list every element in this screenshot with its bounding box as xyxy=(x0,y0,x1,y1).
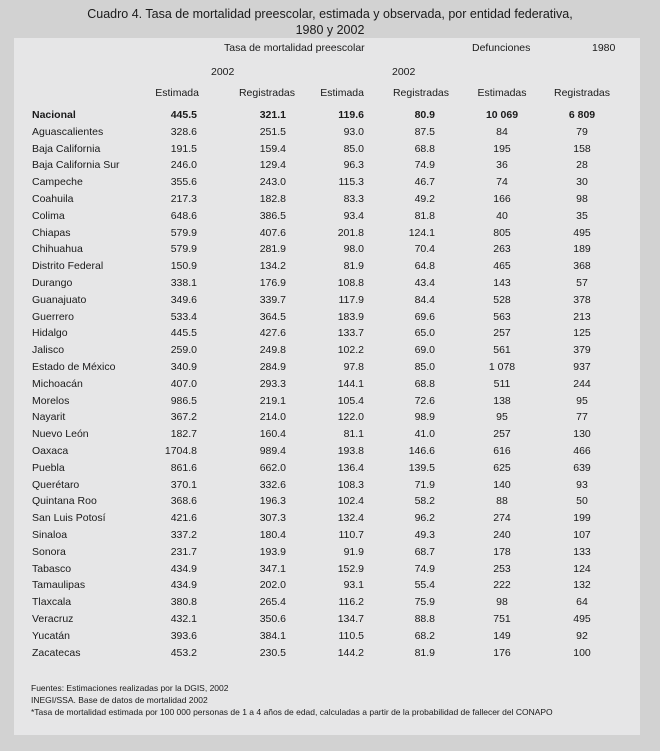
table-row xyxy=(14,546,640,562)
table-row xyxy=(14,529,640,545)
cell-value: 119.6 xyxy=(338,109,364,121)
cell-value: 466 xyxy=(573,445,591,457)
cell-value: 579.9 xyxy=(170,243,197,256)
cell-value: 176.9 xyxy=(259,277,286,289)
cell-value: 49.3 xyxy=(414,529,435,541)
cell-value: 124.1 xyxy=(408,226,435,239)
col-header-registradas-2: Registradas xyxy=(392,87,449,99)
cell-value: 69.6 xyxy=(414,310,435,323)
cell-value: 87.5 xyxy=(414,125,435,138)
cell-value: 81.8 xyxy=(414,209,435,222)
col-header-registradas-3: Registradas xyxy=(553,87,611,99)
header-defunciones-group: Defunciones xyxy=(472,42,531,54)
cell-value: 70.4 xyxy=(414,243,435,256)
cell-value: 293.3 xyxy=(259,377,286,390)
table-row xyxy=(14,344,640,360)
column-header-row xyxy=(14,87,640,103)
cell-value: 231.7 xyxy=(170,545,197,558)
cell-value: 88.8 xyxy=(414,613,435,625)
cell-value: 202.0 xyxy=(259,579,286,592)
entity-name: Chihuahua xyxy=(32,243,83,256)
cell-value: 58.2 xyxy=(414,495,435,508)
cell-value: 182.8 xyxy=(259,193,286,205)
cell-value: 134.7 xyxy=(337,613,364,625)
entity-name: Morelos xyxy=(32,394,70,407)
cell-value: 65.0 xyxy=(414,327,435,340)
cell-value: 49.2 xyxy=(414,193,435,205)
header-year-2002-a: 2002 xyxy=(211,66,235,78)
cell-value: 88 xyxy=(496,495,508,508)
cell-value: 134.2 xyxy=(259,260,286,273)
cell-value: 338.1 xyxy=(170,277,197,289)
entity-name: Aguascalientes xyxy=(32,125,104,138)
cell-value: 350.6 xyxy=(259,613,286,625)
cell-value: 257 xyxy=(493,327,511,340)
entity-name: Guanajuato xyxy=(32,293,87,306)
cell-value: 579.9 xyxy=(170,226,197,239)
cell-value: 332.6 xyxy=(259,478,286,491)
cell-value: 176 xyxy=(493,646,511,659)
cell-value: 122.0 xyxy=(337,411,364,424)
cell-value: 69.0 xyxy=(414,344,435,357)
cell-value: 214.0 xyxy=(259,411,286,424)
cell-value: 465 xyxy=(493,260,511,273)
entity-name: Estado de México xyxy=(32,361,116,373)
cell-value: 144.2 xyxy=(337,646,364,659)
cell-value: 528 xyxy=(493,293,511,306)
cell-value: 95 xyxy=(576,394,588,407)
table-title-years: 1980 y 2002 xyxy=(295,23,365,37)
cell-value: 68.7 xyxy=(414,545,435,558)
cell-value: 68.8 xyxy=(414,377,435,390)
table-row xyxy=(14,126,640,142)
table-row xyxy=(14,159,640,175)
entity-name: Sonora xyxy=(32,545,66,558)
cell-value: 328.6 xyxy=(170,125,197,138)
table-row xyxy=(14,143,640,159)
cell-value: 265.4 xyxy=(259,596,286,609)
cell-value: 149 xyxy=(493,629,511,642)
cell-value: 393.6 xyxy=(170,629,197,642)
entity-name: Querétaro xyxy=(32,478,80,491)
cell-value: 146.6 xyxy=(408,445,435,457)
cell-value: 83.3 xyxy=(343,193,364,205)
cell-value: 102.4 xyxy=(337,495,364,508)
cell-value: 861.6 xyxy=(170,461,197,474)
cell-value: 41.0 xyxy=(414,428,435,441)
cell-value: 68.2 xyxy=(414,629,435,642)
cell-value: 98 xyxy=(576,193,588,205)
footnote-source-2: INEGI/SSA. Base de datos de mortalidad 2002 xyxy=(31,695,208,705)
cell-value: 129.4 xyxy=(259,159,286,172)
cell-value: 55.4 xyxy=(414,579,435,592)
cell-value: 201.8 xyxy=(337,226,364,239)
cell-value: 257 xyxy=(493,428,511,441)
cell-value: 445.5 xyxy=(170,327,197,340)
entity-name: Nacional xyxy=(32,109,76,121)
cell-value: 108.8 xyxy=(337,277,364,289)
cell-value: 937 xyxy=(573,361,591,373)
cell-value: 751 xyxy=(493,613,511,625)
cell-value: 281.9 xyxy=(259,243,286,256)
cell-value: 434.9 xyxy=(170,579,197,592)
cell-value: 6 809 xyxy=(568,109,596,121)
cell-value: 986.5 xyxy=(170,394,197,407)
col-header-estimada-2: Estimada xyxy=(320,87,364,99)
table-row xyxy=(14,210,640,226)
cell-value: 386.5 xyxy=(259,209,286,222)
cell-value: 43.4 xyxy=(414,277,435,289)
cell-value: 178 xyxy=(493,545,511,558)
cell-value: 249.8 xyxy=(259,344,286,357)
cell-value: 253 xyxy=(493,562,511,575)
table-row xyxy=(14,176,640,192)
cell-value: 143 xyxy=(493,277,511,289)
cell-value: 50 xyxy=(576,495,588,508)
cell-value: 368 xyxy=(573,260,591,273)
cell-value: 159.4 xyxy=(259,142,286,155)
cell-value: 93.1 xyxy=(343,579,364,592)
cell-value: 93.4 xyxy=(343,209,364,222)
cell-value: 284.9 xyxy=(259,361,286,373)
entity-name: Michoacán xyxy=(32,377,83,390)
table-row xyxy=(14,378,640,394)
cell-value: 259.0 xyxy=(170,344,197,357)
cell-value: 75.9 xyxy=(414,596,435,609)
cell-value: 339.7 xyxy=(259,293,286,306)
cell-value: 407.0 xyxy=(170,377,197,390)
cell-value: 40 xyxy=(496,209,508,222)
cell-value: 46.7 xyxy=(414,176,435,189)
cell-value: 98 xyxy=(496,596,508,609)
entity-name: Puebla xyxy=(32,461,65,474)
cell-value: 511 xyxy=(493,377,511,390)
cell-value: 85.0 xyxy=(414,361,435,373)
cell-value: 138 xyxy=(493,394,511,407)
table-row xyxy=(14,445,640,461)
table-row xyxy=(14,327,640,343)
footnote-definition: *Tasa de mortalidad estimada por 100 000 personas de 1 a 4 años de edad, calculadas a partir de la probabilidad de fallecer del CONAPO xyxy=(31,707,553,717)
cell-value: 130 xyxy=(573,428,591,441)
cell-value: 384.1 xyxy=(259,629,286,642)
table-row xyxy=(14,479,640,495)
cell-value: 160.4 xyxy=(259,428,286,441)
cell-value: 117.9 xyxy=(338,293,364,306)
cell-value: 125 xyxy=(573,327,591,340)
cell-value: 219.1 xyxy=(259,394,286,407)
entity-name: Guerrero xyxy=(32,310,75,323)
cell-value: 639 xyxy=(573,461,591,474)
cell-value: 648.6 xyxy=(170,209,197,222)
cell-value: 379 xyxy=(573,344,591,357)
cell-value: 98.0 xyxy=(343,243,364,256)
cell-value: 71.9 xyxy=(414,478,435,491)
cell-value: 124 xyxy=(573,562,591,575)
cell-value: 368.6 xyxy=(170,495,197,508)
cell-value: 251.5 xyxy=(259,125,286,138)
entity-name: Tamaulipas xyxy=(32,579,86,592)
entity-name: Durango xyxy=(32,277,73,289)
cell-value: 662.0 xyxy=(259,461,286,474)
entity-name: Oaxaca xyxy=(32,445,69,457)
cell-value: 263 xyxy=(493,243,511,256)
table-row xyxy=(14,596,640,612)
table-row xyxy=(14,227,640,243)
cell-value: 64.8 xyxy=(414,260,435,273)
cell-value: 193.9 xyxy=(259,545,286,558)
cell-value: 561 xyxy=(493,344,511,357)
entity-name: Colima xyxy=(32,209,65,222)
cell-value: 364.5 xyxy=(259,310,286,323)
cell-value: 378 xyxy=(573,293,591,306)
cell-value: 307.3 xyxy=(259,512,286,525)
cell-value: 367.2 xyxy=(170,411,197,424)
table-row-nacional xyxy=(14,109,640,125)
entity-name: Yucatán xyxy=(32,629,70,642)
cell-value: 217.3 xyxy=(170,193,197,205)
table-row xyxy=(14,294,640,310)
cell-value: 1 078 xyxy=(488,361,516,373)
cell-value: 337.2 xyxy=(170,529,197,541)
cell-value: 95 xyxy=(496,411,508,424)
table-row xyxy=(14,411,640,427)
col-header-estimada-1: Estimada xyxy=(155,87,199,99)
entity-name: Coahuila xyxy=(32,193,74,205)
table-title: Cuadro 4. Tasa de mortalidad preescolar, estimada y observada, por entidad federativa, xyxy=(87,7,573,21)
cell-value: 132.4 xyxy=(337,512,364,525)
cell-value: 407.6 xyxy=(259,226,286,239)
table-row xyxy=(14,311,640,327)
entity-name: Campeche xyxy=(32,176,83,189)
cell-value: 355.6 xyxy=(170,176,197,189)
header-1980: 1980 xyxy=(592,42,616,54)
entity-name: Zacatecas xyxy=(32,646,81,659)
cell-value: 139.5 xyxy=(408,461,435,474)
cell-value: 195 xyxy=(493,142,511,155)
header-tasa-group: Tasa de mortalidad preescolar xyxy=(224,42,365,54)
cell-value: 85.0 xyxy=(343,142,364,155)
table-row xyxy=(14,428,640,444)
cell-value: 193.8 xyxy=(337,445,364,457)
cell-value: 563 xyxy=(493,310,511,323)
entity-name: Veracruz xyxy=(32,613,74,625)
table-row xyxy=(14,613,640,629)
cell-value: 30 xyxy=(576,176,588,189)
cell-value: 222 xyxy=(493,579,511,592)
col-header-registradas-1: Registradas xyxy=(238,87,295,99)
cell-value: 183.9 xyxy=(337,310,364,323)
cell-value: 98.9 xyxy=(414,411,435,424)
cell-value: 453.2 xyxy=(170,646,197,659)
cell-value: 421.6 xyxy=(170,512,197,525)
entity-name: Quintana Roo xyxy=(32,495,97,508)
cell-value: 240 xyxy=(493,529,511,541)
cell-value: 434.9 xyxy=(170,562,197,575)
table-row xyxy=(14,462,640,478)
table-row xyxy=(14,579,640,595)
cell-value: 274 xyxy=(493,512,511,525)
entity-name: Tabasco xyxy=(32,562,72,575)
cell-value: 74.9 xyxy=(414,562,435,575)
cell-value: 57 xyxy=(576,277,588,289)
cell-value: 108.3 xyxy=(337,478,364,491)
col-header-estimadas: Estimadas xyxy=(477,87,527,99)
cell-value: 77 xyxy=(576,411,588,424)
entity-name: Distrito Federal xyxy=(32,260,104,273)
cell-value: 72.6 xyxy=(414,394,435,407)
cell-value: 158 xyxy=(573,142,591,155)
cell-value: 445.5 xyxy=(170,109,197,121)
cell-value: 182.7 xyxy=(170,428,197,441)
cell-value: 74 xyxy=(496,176,508,189)
cell-value: 132 xyxy=(573,579,591,592)
cell-value: 213 xyxy=(573,310,591,323)
cell-value: 93.0 xyxy=(343,125,364,138)
cell-value: 625 xyxy=(493,461,511,474)
cell-value: 133.7 xyxy=(337,327,364,340)
cell-value: 68.8 xyxy=(414,142,435,155)
cell-value: 616 xyxy=(493,445,511,457)
cell-value: 989.4 xyxy=(259,445,286,457)
cell-value: 196.3 xyxy=(259,495,286,508)
cell-value: 144.1 xyxy=(337,377,364,390)
cell-value: 100 xyxy=(573,646,591,659)
cell-value: 116.2 xyxy=(338,596,364,609)
cell-value: 427.6 xyxy=(259,327,286,340)
cell-value: 105.4 xyxy=(337,394,364,407)
cell-value: 28 xyxy=(576,159,588,172)
cell-value: 349.6 xyxy=(170,293,197,306)
cell-value: 140 xyxy=(493,478,511,491)
cell-value: 150.9 xyxy=(170,260,197,273)
cell-value: 230.5 xyxy=(259,646,286,659)
cell-value: 36 xyxy=(496,159,508,172)
cell-value: 35 xyxy=(576,209,588,222)
entity-name: Tlaxcala xyxy=(32,596,72,609)
cell-value: 107 xyxy=(573,529,591,541)
entity-name: Baja California Sur xyxy=(32,159,120,172)
cell-value: 191.5 xyxy=(170,142,197,155)
cell-value: 321.1 xyxy=(259,109,286,121)
cell-value: 1704.8 xyxy=(164,445,197,457)
cell-value: 340.9 xyxy=(170,361,197,373)
cell-value: 96.2 xyxy=(414,512,435,525)
cell-value: 84.4 xyxy=(414,293,435,306)
cell-value: 189 xyxy=(573,243,591,256)
table-row xyxy=(14,647,640,663)
table-row xyxy=(14,630,640,646)
table-row xyxy=(14,563,640,579)
table-row xyxy=(14,260,640,276)
cell-value: 805 xyxy=(493,226,511,239)
entity-name: Chiapas xyxy=(32,226,71,239)
cell-value: 110.7 xyxy=(338,529,364,541)
cell-value: 380.8 xyxy=(170,596,197,609)
cell-value: 243.0 xyxy=(259,176,286,189)
cell-value: 110.5 xyxy=(338,629,364,642)
cell-value: 10 069 xyxy=(485,109,519,121)
cell-value: 199 xyxy=(573,512,591,525)
cell-value: 80.9 xyxy=(414,109,435,121)
cell-value: 81.9 xyxy=(414,646,435,659)
cell-value: 133 xyxy=(573,545,591,558)
cell-value: 495 xyxy=(573,613,591,625)
cell-value: 91.9 xyxy=(343,545,364,558)
cell-value: 96.3 xyxy=(343,159,364,172)
table-row xyxy=(14,361,640,377)
table-row xyxy=(14,277,640,293)
table-panel xyxy=(14,38,640,735)
cell-value: 136.4 xyxy=(337,461,364,474)
table-row xyxy=(14,193,640,209)
footnote-source-1: Fuentes: Estimaciones realizadas por la DGIS, 2002 xyxy=(31,683,229,693)
cell-value: 102.2 xyxy=(337,344,364,357)
cell-value: 81.9 xyxy=(343,260,364,273)
cell-value: 93 xyxy=(576,478,588,491)
cell-value: 92 xyxy=(576,629,588,642)
cell-value: 432.1 xyxy=(170,613,197,625)
cell-value: 347.1 xyxy=(259,562,286,575)
cell-value: 495 xyxy=(573,226,591,239)
table-row xyxy=(14,243,640,259)
cell-value: 115.3 xyxy=(338,176,364,189)
entity-name: Hidalgo xyxy=(32,327,68,340)
cell-value: 180.4 xyxy=(259,529,286,541)
cell-value: 81.1 xyxy=(343,428,364,441)
entity-name: Nuevo León xyxy=(32,428,89,441)
table-row xyxy=(14,512,640,528)
entity-name: Baja California xyxy=(32,142,101,155)
cell-value: 370.1 xyxy=(170,478,197,491)
table-row xyxy=(14,395,640,411)
cell-value: 74.9 xyxy=(414,159,435,172)
cell-value: 79 xyxy=(576,125,588,138)
header-year-2002-b: 2002 xyxy=(392,66,416,78)
cell-value: 84 xyxy=(496,125,508,138)
cell-value: 246.0 xyxy=(170,159,197,172)
table-row xyxy=(14,495,640,511)
entity-name: San Luis Potosí xyxy=(32,512,106,525)
cell-value: 152.9 xyxy=(337,562,364,575)
cell-value: 97.8 xyxy=(343,361,364,373)
cell-value: 244 xyxy=(573,377,591,390)
cell-value: 166 xyxy=(493,193,511,205)
entity-name: Sinaloa xyxy=(32,529,68,541)
cell-value: 64 xyxy=(576,596,588,609)
entity-name: Jalisco xyxy=(32,344,65,357)
entity-name: Nayarit xyxy=(32,411,66,424)
cell-value: 533.4 xyxy=(170,310,197,323)
